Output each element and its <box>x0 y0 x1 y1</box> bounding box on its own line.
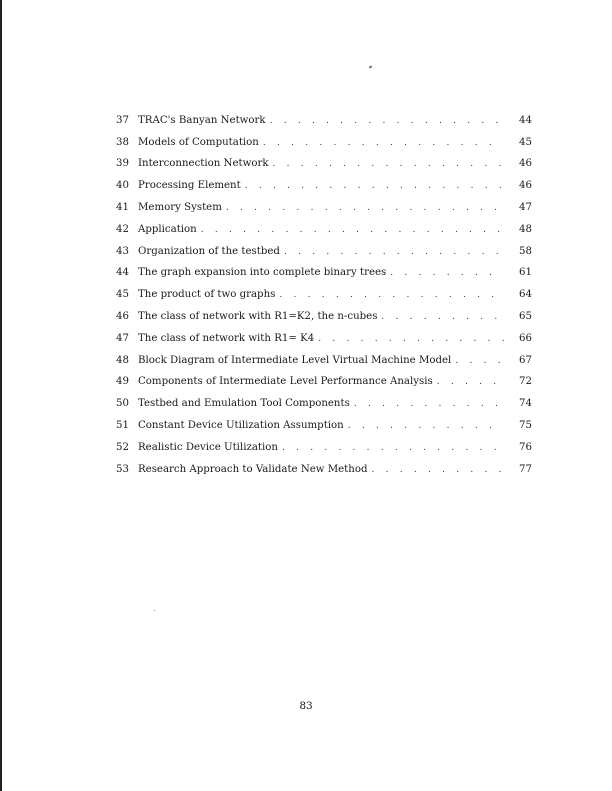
dot-leader <box>390 267 504 279</box>
dot-leader <box>273 158 505 170</box>
figure-entry <box>138 398 504 410</box>
toc-entry <box>116 301 532 323</box>
toc-entry <box>116 149 532 171</box>
figure-title: The class of network with R1= K4 <box>138 332 315 344</box>
figure-entry <box>138 442 504 454</box>
figure-title: Processing Element <box>138 180 241 192</box>
toc-entry <box>116 432 532 454</box>
figure-title: Organization of the testbed <box>138 245 280 257</box>
figure-title: Interconnection Network <box>138 158 269 170</box>
toc-entry <box>116 345 532 367</box>
toc-entry <box>116 105 532 127</box>
figure-page: 46 <box>519 180 532 192</box>
figure-number: 41 <box>116 201 129 213</box>
figure-page: 72 <box>519 376 532 388</box>
figure-number: 50 <box>116 398 129 410</box>
dot-leader <box>245 180 504 192</box>
figure-entry <box>138 311 504 323</box>
figure-entry <box>138 137 504 149</box>
figure-page: 77 <box>519 463 532 475</box>
figure-entry <box>138 267 504 279</box>
toc-entry <box>116 367 532 389</box>
figure-page: 61 <box>519 267 532 279</box>
dot-leader <box>279 289 504 301</box>
figure-page: 47 <box>519 201 532 213</box>
figure-title: The class of network with R1=K2, the n-cubes <box>138 310 378 322</box>
figure-page: 46 <box>519 158 532 170</box>
dot-leader <box>348 420 504 432</box>
toc-entry <box>116 323 532 345</box>
toc-entry <box>116 258 532 280</box>
figure-number: 37 <box>116 114 129 126</box>
dot-leader <box>226 202 504 214</box>
figure-title: Realistic Device Utilization <box>138 441 278 453</box>
figure-entry <box>138 158 504 170</box>
dot-leader <box>354 398 504 410</box>
figure-page: 75 <box>519 419 532 431</box>
figure-title: TRAC's Banyan Network <box>138 114 266 126</box>
figure-page: 65 <box>519 310 532 322</box>
figure-number: 43 <box>116 245 129 257</box>
dot-leader <box>372 464 505 476</box>
figure-entry <box>138 464 504 476</box>
dot-leader <box>455 355 504 367</box>
toc-entry <box>116 454 532 476</box>
figure-number: 51 <box>116 419 129 431</box>
figure-number: 39 <box>116 158 129 170</box>
figure-number: 47 <box>116 332 129 344</box>
figure-entry <box>138 333 504 345</box>
figure-entry <box>138 246 504 258</box>
page-number: 83 <box>299 700 313 712</box>
figure-number: 42 <box>116 223 129 235</box>
left-margin-rule <box>0 0 2 791</box>
figure-number: 40 <box>116 180 129 192</box>
figure-page: 74 <box>519 398 532 410</box>
figure-number: 53 <box>116 463 129 475</box>
figure-title: Block Diagram of Intermediate Level Virtual Machine Model <box>138 354 452 366</box>
dot-leader <box>437 376 504 388</box>
figure-entry <box>138 289 504 301</box>
dot-leader <box>263 137 504 149</box>
figure-page: 76 <box>519 441 532 453</box>
figure-page: 58 <box>519 245 532 257</box>
toc-entry <box>116 192 532 214</box>
figure-title: Models of Computation <box>138 136 259 148</box>
figure-page: 45 <box>519 136 532 148</box>
figure-number: 48 <box>116 354 129 366</box>
dot-leader <box>270 115 504 127</box>
toc-entry <box>116 236 532 258</box>
dot-leader <box>284 246 504 258</box>
figure-title: Constant Device Utilization Assumption <box>138 419 344 431</box>
scan-speck <box>369 65 373 68</box>
figure-number: 49 <box>116 376 129 388</box>
toc-entry <box>116 127 532 149</box>
figure-entry <box>138 376 504 388</box>
toc-entry <box>116 214 532 236</box>
dot-leader <box>318 333 504 345</box>
figure-entry <box>138 355 504 367</box>
figure-title: The product of two graphs <box>138 289 276 301</box>
figure-page: 64 <box>519 289 532 301</box>
dot-leader <box>381 311 504 323</box>
figure-title: Memory System <box>138 201 222 213</box>
figure-entry <box>138 202 504 214</box>
figure-title: The graph expansion into complete binary trees <box>138 267 387 279</box>
figure-title: Application <box>138 223 197 235</box>
toc-entry <box>116 410 532 432</box>
figure-title: Testbed and Emulation Tool Components <box>138 398 350 410</box>
toc-entry <box>116 388 532 410</box>
figure-number: 38 <box>116 136 129 148</box>
figure-page: 44 <box>519 114 532 126</box>
toc-entry <box>116 170 532 192</box>
list-of-figures <box>116 105 532 476</box>
figure-number: 52 <box>116 441 129 453</box>
figure-entry <box>138 180 504 192</box>
scan-speck <box>154 610 155 611</box>
dot-leader <box>282 442 504 454</box>
figure-number: 45 <box>116 289 129 301</box>
figure-number: 44 <box>116 267 129 279</box>
figure-page: 67 <box>519 354 532 366</box>
figure-entry <box>138 420 504 432</box>
figure-title: Components of Intermediate Level Performance Analysis <box>138 376 433 388</box>
figure-entry <box>138 224 504 236</box>
figure-number: 46 <box>116 310 129 322</box>
dot-leader <box>201 224 504 236</box>
figure-title: Research Approach to Validate New Method <box>138 463 368 475</box>
figure-page: 48 <box>519 223 532 235</box>
figure-entry <box>138 115 504 127</box>
figure-page: 66 <box>519 332 532 344</box>
toc-entry <box>116 279 532 301</box>
